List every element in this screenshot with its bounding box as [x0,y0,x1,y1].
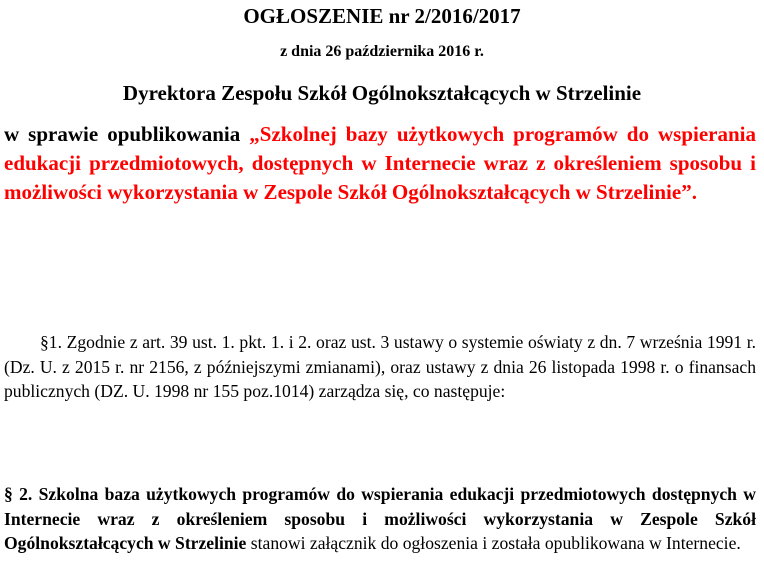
announcement-date: z dnia 26 października 2016 r. [280,43,484,60]
subject-prefix: w sprawie opublikowania [4,122,250,146]
paragraph-2-normal: stanowi załącznik do ogłoszenia i została opublikowana w Internecie. [246,533,741,553]
paragraph-2 [4,482,756,556]
paragraph-2-bold: § 2. Szkolna baza użytkowych programów do wspierania edukacji przedmiotowych dostępnych w Internecie wraz z określeniem sposobu i możliwości wykorzystania w Zespole Szkół Ogólnokształcących w Strzelinie [4,484,756,553]
announcement-subject [4,120,756,207]
announcement-issuer: Dyrektora Zespołu Szkół Ogólnokształcących w Strzelinie [122,81,642,105]
announcement-title: OGŁOSZENIE nr 2/2016/2017 [243,4,521,28]
paragraph-1: §1. Zgodnie z art. 39 ust. 1. pkt. 1. i 2. oraz ust. 3 ustawy o systemie oświaty z dn. 7 września 1991 r. (Dz. U. z 2015 r. nr 2156, z późniejszymi zmianami), oraz ustawy z dnia 26 listopada 1998 r. o finansach publicznych (DZ. U. 1998 nr 155 poz.1014) zarządza się, co następuje: [4,332,756,401]
subject-highlight: „Szkolnej bazy użytkowych programów do wspierania edukacji przedmiotowych, dostępnych w Internecie wraz z określeniem sposobu i możliwości wykorzystania w Zespole Szkół Ogólnokształcących w Strzelinie”. [4,122,756,204]
